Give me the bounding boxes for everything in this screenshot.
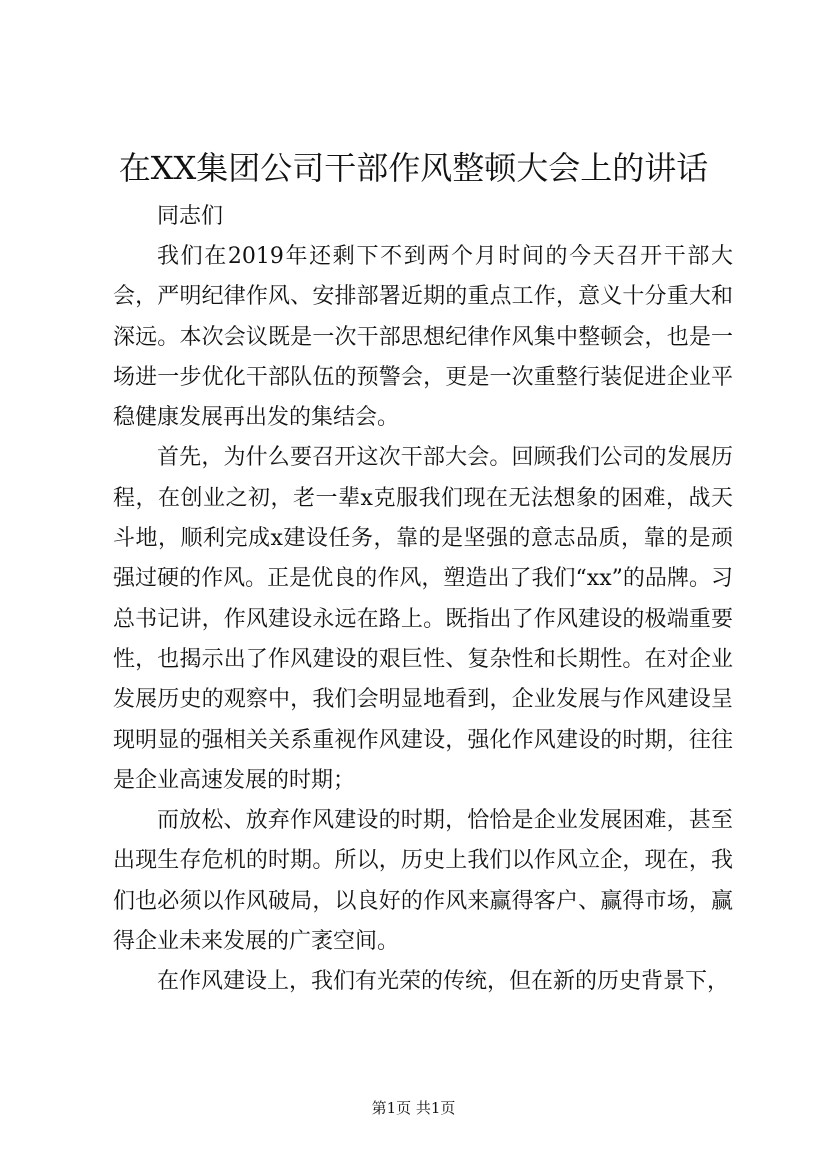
paragraph-3: 而放松、放弃作风建设的时期，恰恰是企业发展困难，甚至出现生存危机的时期。所以，历史上我们以作风立企，现在，我们也必须以作风破局，以良好的作风来赢得客户、赢得市场，赢得企业未来发展的广袤空间。 [113,808,733,955]
paragraph-4: 在作风建设上，我们有光荣的传统，但在新的历史背景下， [157,969,730,995]
greeting: 同志们 [157,204,224,229]
paragraph-2: 首先，为什么要召开这次干部大会。回顾我们公司的发展历程，在创业之初，老一辈x克服我们现在无法想象的困难，战天斗地，顺利完成x建设任务，靠的是坚强的意志品质，靠的是顽强过硬的作风。正是优良的作风，塑造出了我们“xx”的品牌。习总书记讲，作风建设永远在路上。既指出了作风建设的极端重要性，也揭示出了作风建设的艰巨性、复杂性和长期性。在对企业发展历史的观察中，我们会明显地看到，企业发展与作风建设呈现明显的强相关关系重视作风建设，强化作风建设的时期，往往是企业高速发展的时期； [113,445,733,793]
paragraph-1: 我们在2019年还剩下不到两个月时间的今天召开干部大会，严明纪律作风、安排部署近期的重点工作，意义十分重大和深远。本次会议既是一次干部思想纪律作风集中整顿会，也是一场进一步优化干部队伍的预警会，更是一次重整行装促进企业平稳健康发展再出发的集结会。 [113,244,733,431]
document-body [113,197,733,1003]
document-title: 在XX集团公司干部作风整顿大会上的讲话 [118,149,709,187]
page-footer: 第1页 共1页 [371,1099,456,1117]
